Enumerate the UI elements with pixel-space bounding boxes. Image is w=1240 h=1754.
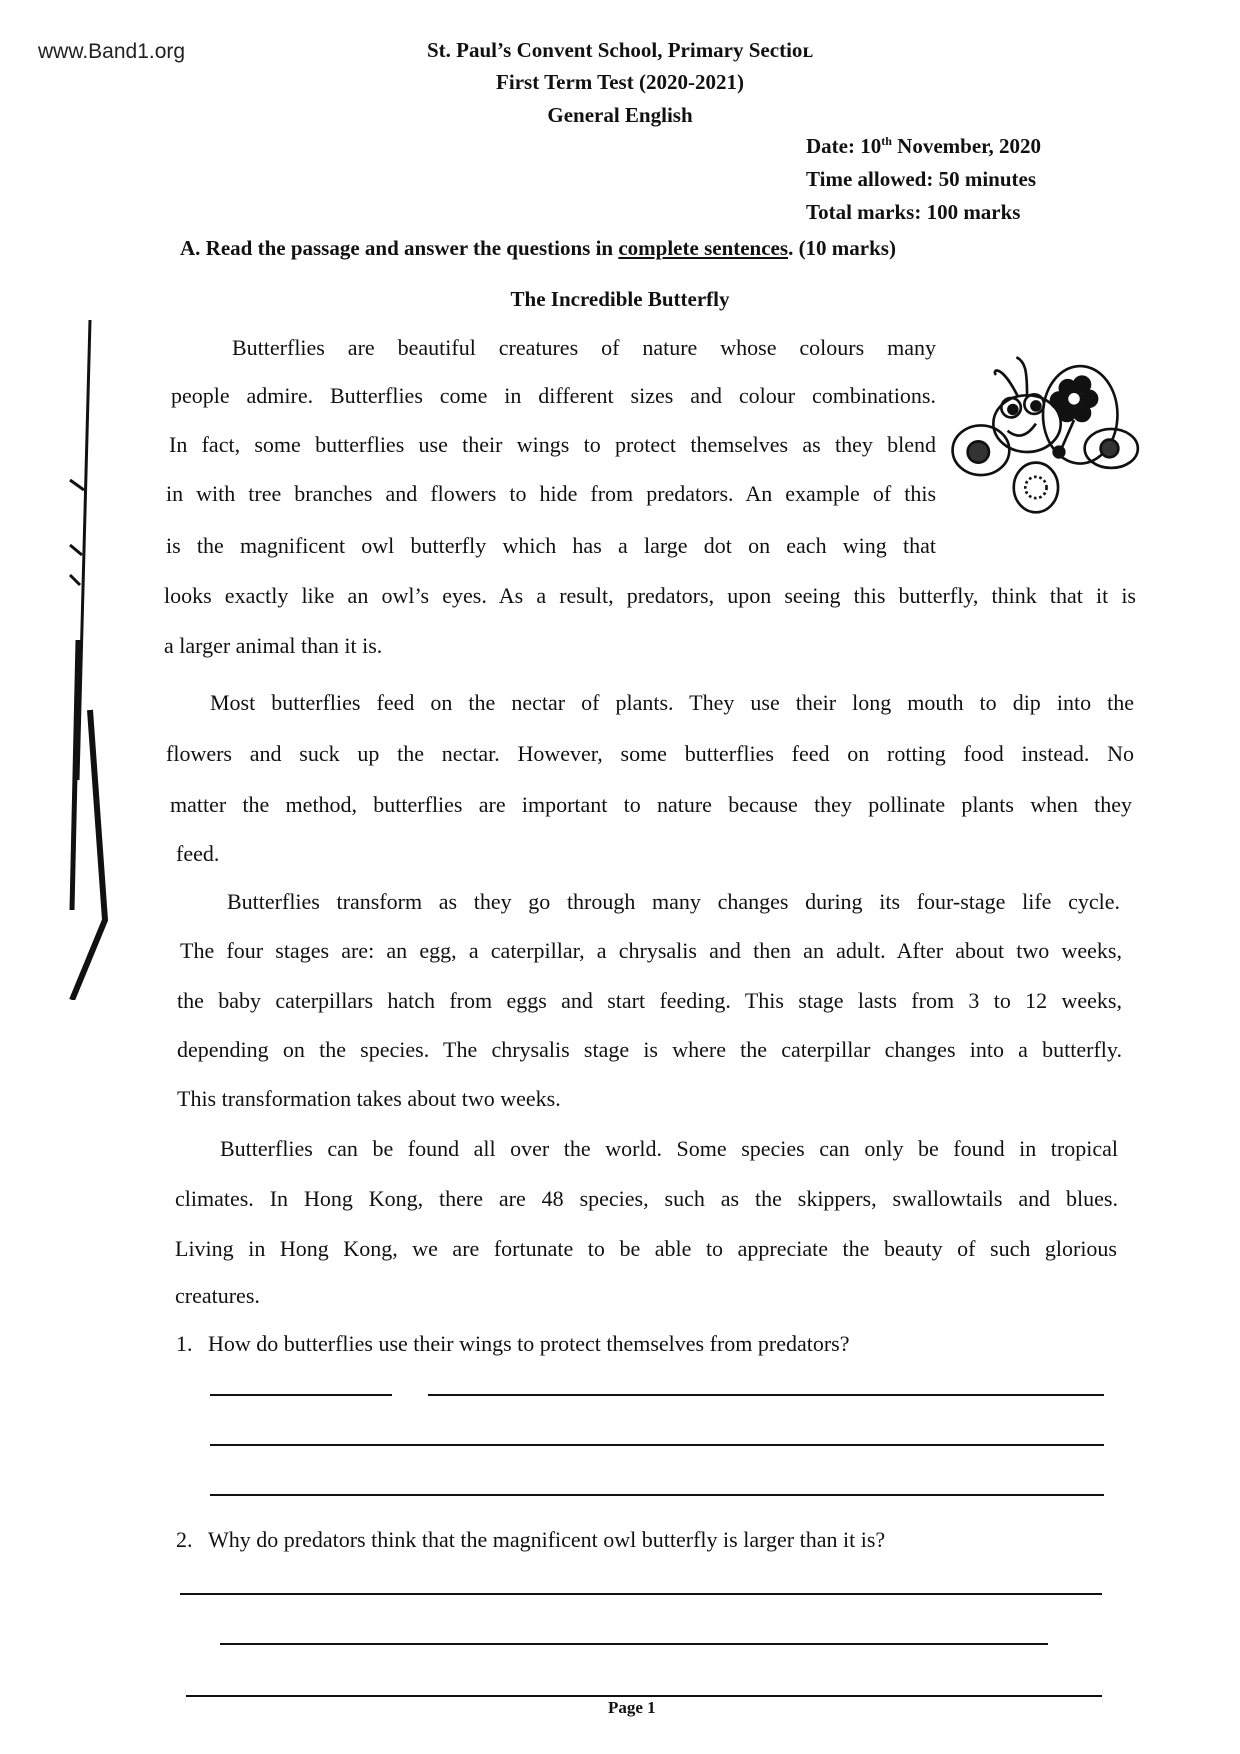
answer-line[interactable] <box>220 1643 1048 1645</box>
question-1 <box>176 1331 850 1357</box>
flower <box>1051 377 1097 421</box>
passage-line: depending on the species. The chrysalis stage is where the caterpillar changes into a butterfly. <box>177 1037 1122 1062</box>
passage-line: the baby caterpillars hatch from eggs and start feeding. This stage lasts from 3 to 12 weeks, <box>177 988 1122 1013</box>
passage-line: in with tree branches and flowers to hide from predators. An example of this <box>166 481 936 506</box>
total-marks: Total marks: 100 marks <box>806 200 1021 224</box>
flower-stem <box>1061 420 1074 450</box>
passage-line: looks exactly like an owl’s eyes. As a result, predators, upon seeing this butterfly, think that it is <box>164 583 1136 608</box>
antenna-left <box>995 371 1018 397</box>
passage-line: climates. In Hong Kong, there are 48 species, such as the skippers, swallowtails and blues. <box>175 1186 1118 1211</box>
answer-line[interactable] <box>186 1695 1102 1697</box>
passage-line: In fact, some butterflies use their wings to protect themselves as they blend <box>169 432 936 457</box>
page-number: Page 1 <box>608 1698 656 1717</box>
answer-line[interactable] <box>210 1444 1104 1446</box>
passage-title: The Incredible Butterfly <box>510 287 730 311</box>
butterfly-icon <box>945 335 1180 530</box>
test-title: First Term Test (2020-2021) <box>496 70 744 94</box>
question-number: 1. <box>176 1331 193 1356</box>
binding-mark <box>60 280 120 1000</box>
passage-line: Butterflies are beautiful creatures of nature whose colours many <box>232 335 936 360</box>
passage-line: creatures. <box>175 1283 260 1308</box>
question-text: How do butterflies use their wings to protect themselves from predators? <box>208 1331 850 1356</box>
passage-line: flowers and suck up the nectar. However, some butterflies feed on rotting food instead. No <box>166 741 1134 766</box>
passage-line: people admire. Butterflies come in different sizes and colour combinations. <box>171 383 936 408</box>
section-a-instruction <box>180 236 896 261</box>
passage-line: Butterflies transform as they go through many changes during its four-stage life cycle. <box>227 889 1120 914</box>
instruction-pre: A. Read the passage and answer the questions in <box>180 236 619 260</box>
passage-line: feed. <box>176 841 220 866</box>
passage-line: Living in Hong Kong, we are fortunate to be able to appreciate the beauty of such glorious <box>175 1236 1117 1261</box>
antenna-right <box>1016 357 1027 395</box>
date-superscript: th <box>881 134 892 148</box>
answer-line[interactable] <box>210 1494 1104 1496</box>
date-prefix: Date: 10 <box>806 134 882 158</box>
subject-title: General English <box>547 103 693 127</box>
date-suffix: November, 2020 <box>891 134 1042 158</box>
instruction-underlined: complete sentences <box>618 236 789 260</box>
answer-line[interactable] <box>428 1394 1104 1396</box>
time-allowed: Time allowed: 50 minutes <box>806 167 1037 191</box>
passage-line: a larger animal than it is. <box>164 633 383 658</box>
school-name: St. Paul’s Convent School, Primary Sectioʟ <box>426 38 814 62</box>
passage-line: Butterflies can be found all over the world. Some species can only be found in tropical <box>220 1136 1118 1161</box>
answer-line[interactable] <box>210 1394 392 1396</box>
question-text: Why do predators think that the magnificent owl butterfly is larger than it is? <box>208 1527 886 1552</box>
passage-line: This transformation takes about two weeks. <box>177 1086 561 1111</box>
instruction-post: . (10 marks) <box>788 236 896 260</box>
watermark: www.Band1.org <box>38 40 186 63</box>
passage-line: Most butterflies feed on the nectar of plants. They use their long mouth to dip into the <box>210 690 1134 715</box>
passage-line: is the magnificent owl butterfly which has a large dot on each wing that <box>166 533 936 558</box>
smile <box>1008 424 1036 436</box>
wing-bottom <box>1014 463 1058 513</box>
answer-line[interactable] <box>180 1593 1102 1595</box>
question-number: 2. <box>176 1527 193 1552</box>
passage-line: matter the method, butterflies are important to nature because they pollinate plants when they <box>170 792 1132 817</box>
passage-line: The four stages are: an egg, a caterpillar, a chrysalis and then an adult. After about two weeks, <box>180 938 1122 963</box>
exam-date <box>806 134 1041 159</box>
question-2 <box>176 1527 885 1553</box>
